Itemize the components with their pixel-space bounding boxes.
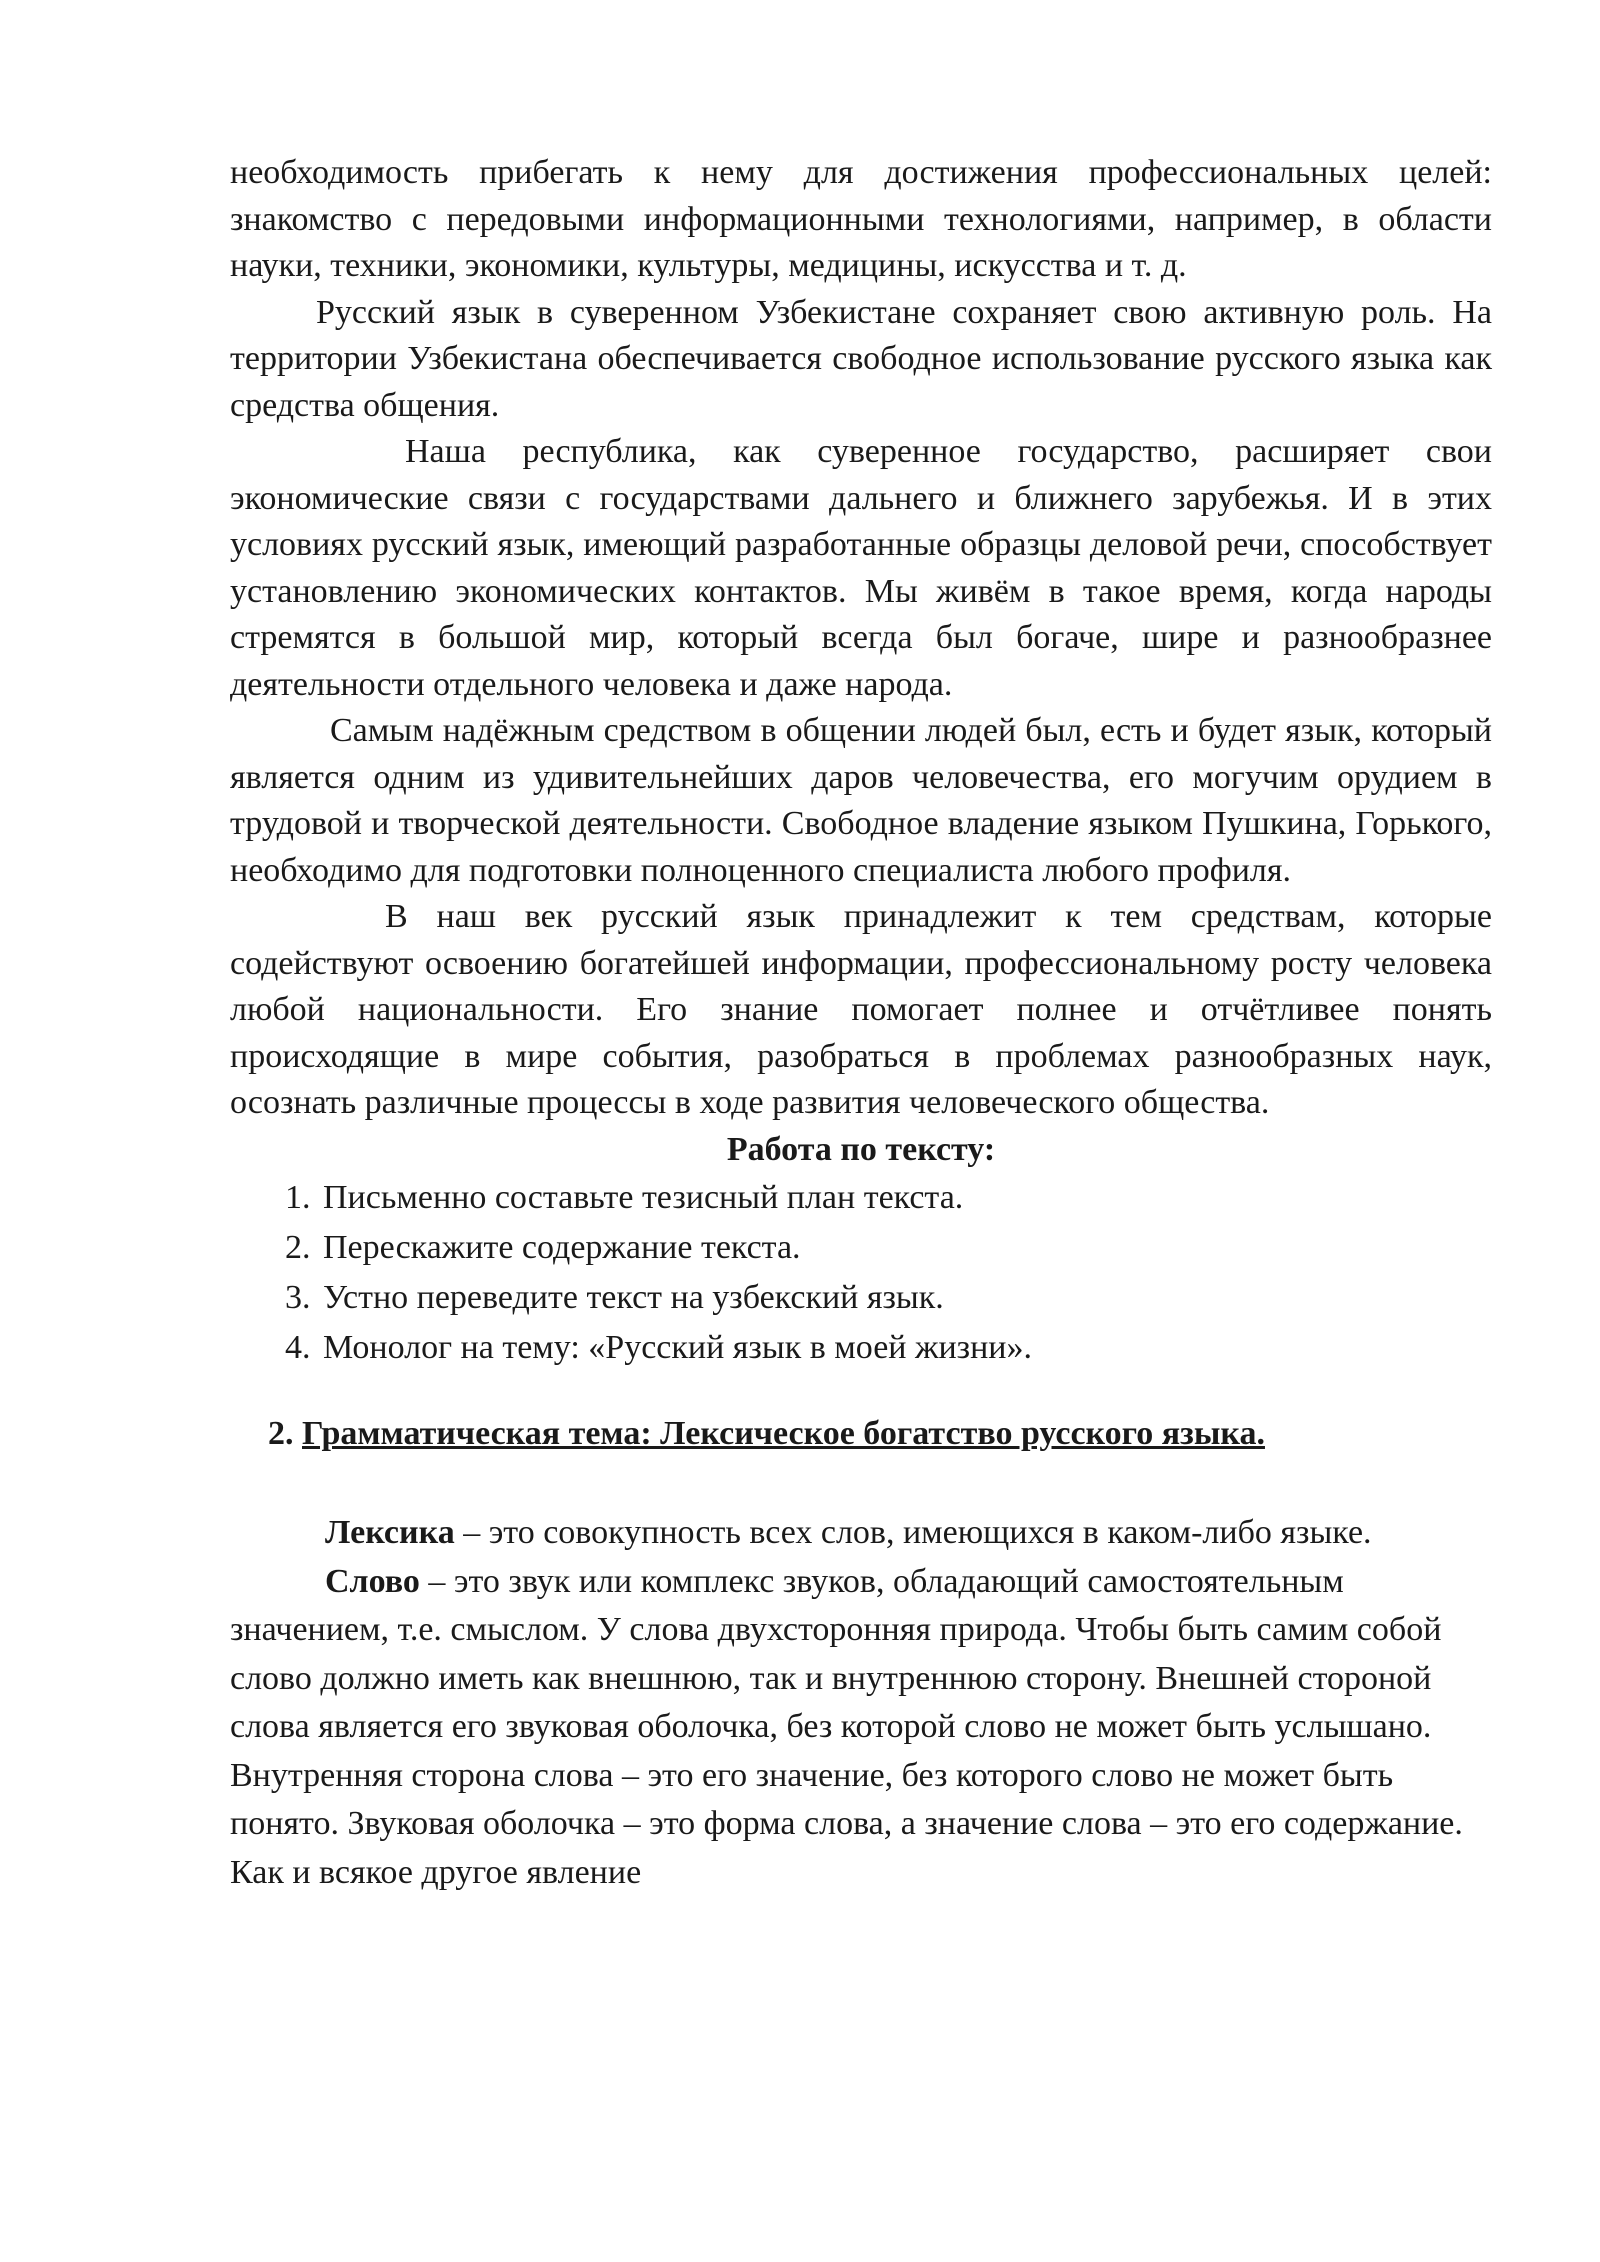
- definition-term: Лексика: [325, 1514, 455, 1551]
- task-item: [285, 1323, 1492, 1373]
- task-section-heading: Работа по тексту:: [726, 1130, 996, 1168]
- task-item-number: 4.: [285, 1329, 311, 1366]
- definition-text: – это совокупность всех слов, имеющихся в каком-либо языке.: [454, 1514, 1372, 1551]
- grammar-topic-title: Грамматическая тема: Лексическое богатство русского языка.: [302, 1415, 1265, 1452]
- task-item-text: Письменно составьте тезисный план текста.: [323, 1179, 964, 1216]
- definition-text: – это звук или комплекс звуков, обладающий самостоятельным значением, т.е. смыслом. У слова двухсторонняя природа. Чтобы быть самим собой слово должно иметь как внешнюю, так и внутреннюю сторону. Внешней стороной слова является его звуковая оболочка, без которой слово не может быть услышано. Внутренняя сторона слова – это его значение, без которого слово не может быть понято. Звуковая оболочка – это форма слова, а значение слова – это его содержание. Как и всякое другое явление: [230, 1562, 1463, 1891]
- task-item-text: Устно переведите текст на узбекский язык.: [323, 1279, 944, 1316]
- definition-word: [230, 1558, 1492, 1898]
- task-item: [285, 1273, 1492, 1323]
- paragraph-reliable-means: Самым надёжным средством в общении людей был, есть и будет язык, который является одним из удивительнейших даров человечества, его могучим орудием в трудовой и творческой деятельности. Свободное владение языком Пушкина, Горького, необходимо для подготовки полноценного специалиста любого профиля.: [230, 712, 1492, 889]
- paragraph-economic-ties: Наша республика, как суверенное государство, расширяет свои экономические связи с государствами дальнего и ближнего зарубежья. И в этих условиях русский язык, имеющий разработанные образцы деловой речи, способствует установлению экономических контактов. Мы живём в такое время, когда народы стремятся в большой мир, который всегда был богаче, шире и разнообразнее деятельности отдельного человека и даже народа.: [230, 433, 1492, 703]
- task-item: [285, 1173, 1492, 1223]
- task-item-text: Перескажите содержание текста.: [323, 1229, 801, 1266]
- paragraph-intro-continuation: необходимость прибегать к нему для достижения профессиональных целей: знакомство с передовыми информационными технологиями, например, в области науки, техники, экономики, культуры, медицины, искусства и т. д.: [230, 154, 1492, 284]
- grammar-topic-number: 2.: [268, 1415, 294, 1452]
- task-item: [285, 1223, 1492, 1273]
- task-item-number: 1.: [285, 1179, 311, 1216]
- grammar-topic-heading: [230, 1409, 1492, 1459]
- definition-term: Слово: [325, 1562, 420, 1600]
- paragraph-our-century: В наш век русский язык принадлежит к тем средствам, которые содействуют освоению богатейшей информации, профессиональному росту человека любой национальности. Его знание помогает полнее и отчётливее понять происходящие в мире события, разобраться в проблемах разнообразных наук, осознать различные процессы в ходе развития человеческого общества.: [230, 898, 1492, 1121]
- task-list: [230, 1173, 1492, 1373]
- document-page: [230, 150, 1492, 1897]
- definition-lexicon: [230, 1509, 1492, 1558]
- task-item-text: Монолог на тему: «Русский язык в моей жизни».: [323, 1329, 1033, 1366]
- task-item-number: 2.: [285, 1229, 311, 1266]
- paragraph-russian-in-uzbekistan: Русский язык в суверенном Узбекистане сохраняет свою активную роль. На территории Узбекистана обеспечивается свободное использование русского языка как средства общения.: [230, 293, 1492, 424]
- task-item-number: 3.: [285, 1279, 311, 1316]
